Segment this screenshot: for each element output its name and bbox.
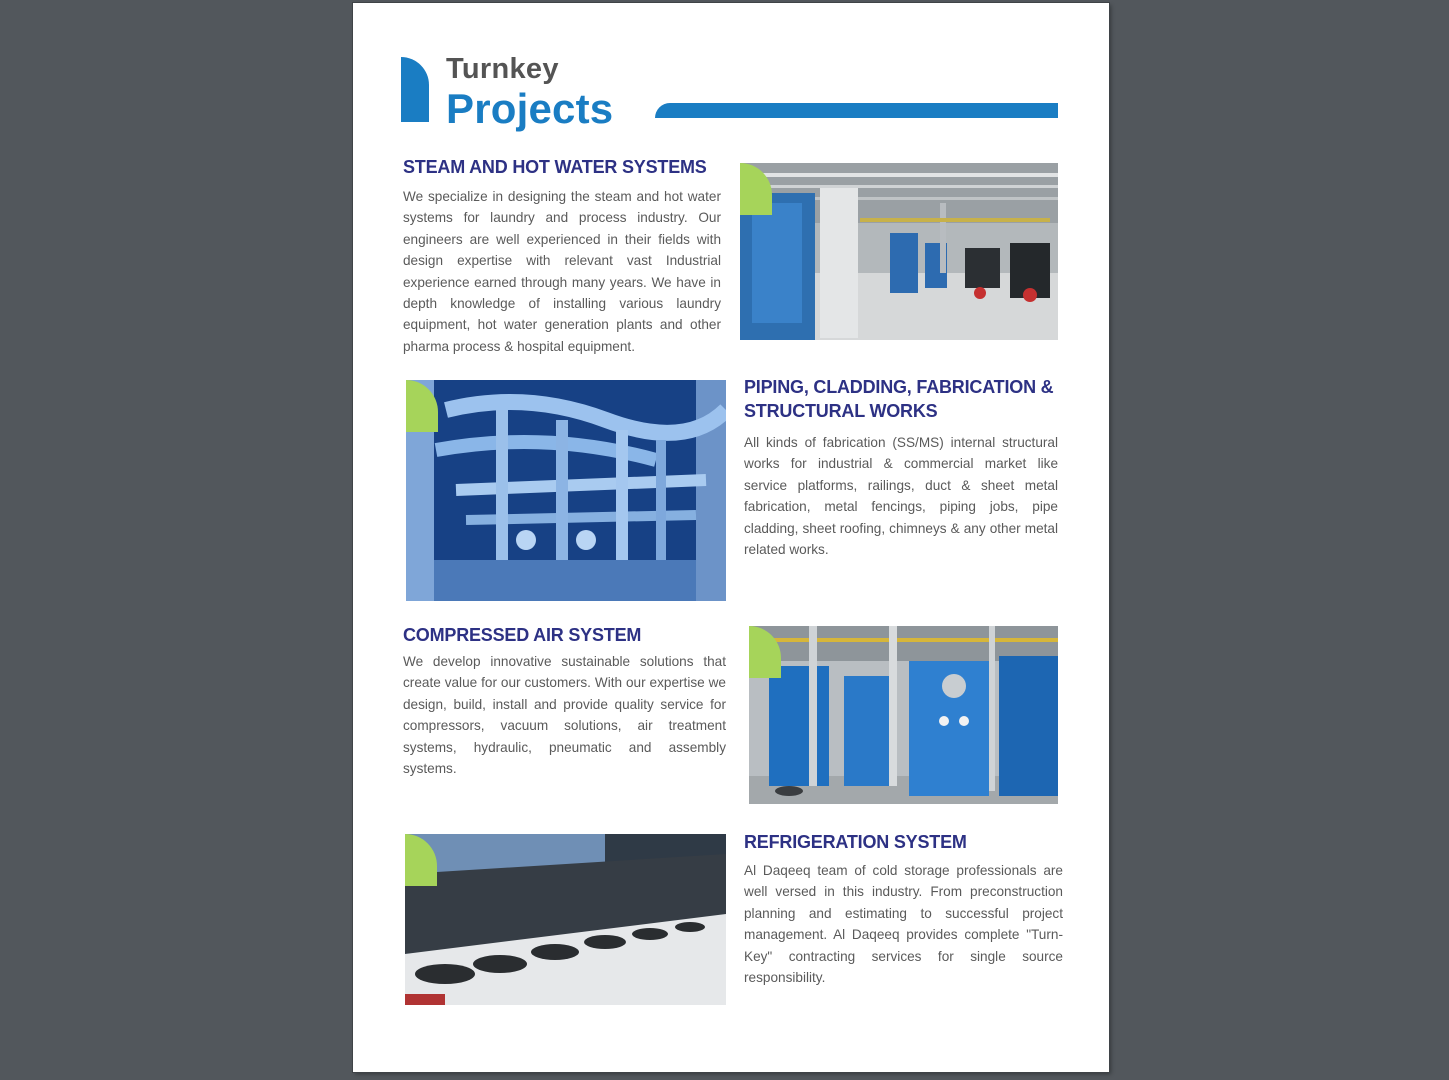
- section-body-piping: All kinds of fabrication (SS/MS) internal structural works for industrial & commercial market like service platforms, railings, duct & sheet metal fabrication, metal fencings, piping jobs, pipe cladding, sheet roofing, chimneys & any other metal related works.: [744, 435, 1058, 558]
- section-heading-compressed-air: COMPRESSED AIR SYSTEM: [403, 625, 642, 645]
- title-line-1: Turnkey: [446, 53, 559, 85]
- section-heading-refrigeration: REFRIGERATION SYSTEM: [744, 832, 967, 852]
- rooftop-condensers-photo: [405, 834, 726, 1005]
- document-page: [353, 3, 1109, 1072]
- brand-mark-shape: [401, 57, 429, 122]
- air-compressors-photo: [749, 626, 1058, 804]
- section-body-refrigeration: Al Daqeeq team of cold storage professionals are well versed in this industry. From preconstruction planning and estimating to successful project management. Al Daqeeq provides complete "Turn-Key" contracting services for single source responsibility.: [744, 863, 1063, 986]
- title-line-2: Projects: [446, 85, 614, 132]
- section-body-compressed-air: We develop innovative sustainable solutions that create value for our customers. With our expertise we design, build, install and provide quality service for compressors, vacuum solutions, air treatment systems, hydraulic, pneumatic and assembly systems.: [403, 654, 726, 777]
- boiler-room-photo: [740, 163, 1058, 340]
- industrial-piping-photo: [406, 380, 726, 601]
- section-heading-steam: STEAM AND HOT WATER SYSTEMS: [403, 157, 707, 177]
- title-accent-bar: [655, 103, 1058, 118]
- section-body-steam: We specialize in designing the steam and hot water systems for laundry and process industry. Our engineers are well experienced in their fields with design expertise with relevant vast Industrial experience earned through many years. We have in depth knowledge of installing various laundry equipment, hot water generation plants and other pharma process & hospital equipment.: [403, 189, 721, 354]
- section-heading-piping: PIPING, CLADDING, FABRICATION & STRUCTURAL WORKS: [744, 377, 1054, 421]
